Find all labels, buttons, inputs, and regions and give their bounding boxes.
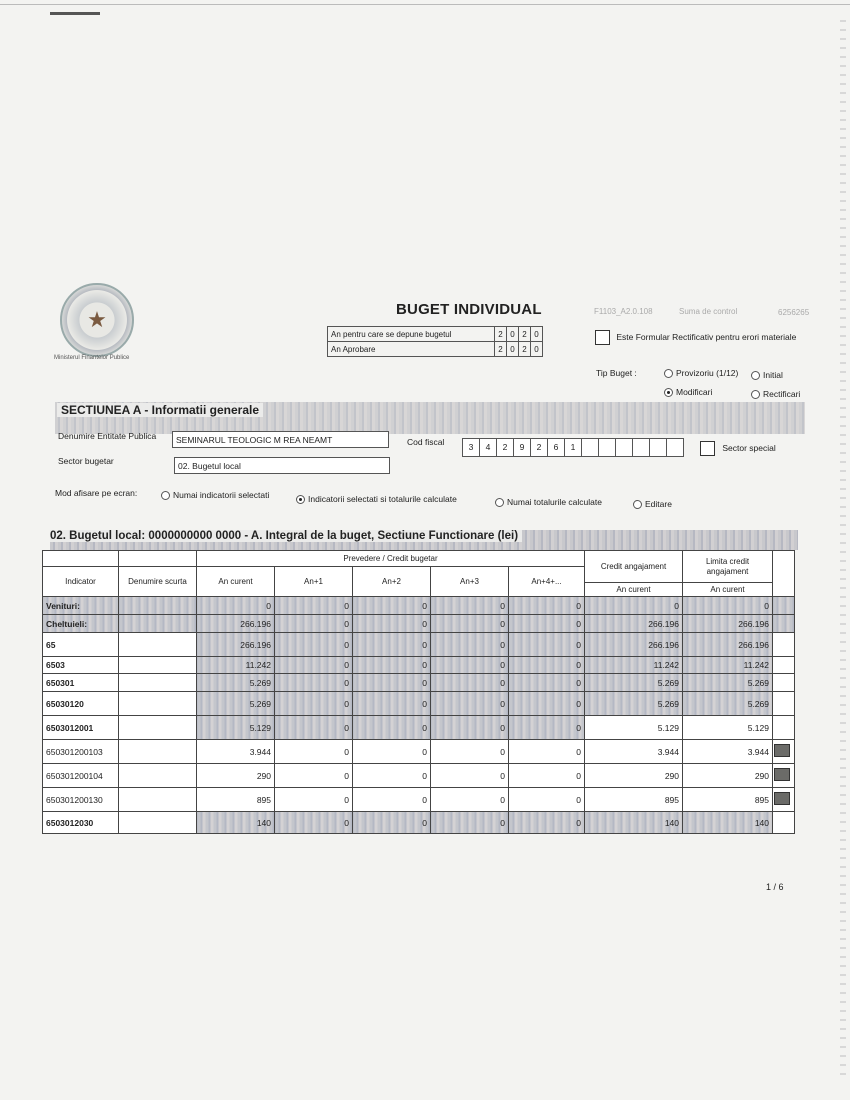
value-cell[interactable]: 0: [431, 788, 509, 812]
checksum-label: Suma de control: [679, 307, 738, 316]
value-cell[interactable]: 11.242: [197, 657, 275, 674]
cod-fiscal-digit[interactable]: 1: [564, 438, 582, 457]
cod-fiscal-digit[interactable]: 2: [496, 438, 514, 457]
year-digit[interactable]: 0: [507, 327, 519, 342]
value-cell[interactable]: 0: [509, 716, 585, 740]
indicator-cell: 650301: [43, 674, 119, 692]
an4-header: An+4+...: [509, 567, 585, 597]
indicator-cell: 65030120: [43, 692, 119, 716]
indicator-cell: 650301200104: [43, 764, 119, 788]
value-cell[interactable]: 0: [431, 692, 509, 716]
header-row-top: [43, 551, 795, 567]
action-cell: [773, 657, 795, 674]
year-table: [327, 326, 543, 357]
scan-mark: [50, 12, 100, 15]
value-cell[interactable]: 0: [585, 597, 683, 615]
value-cell[interactable]: 0: [509, 788, 585, 812]
radio-provizoriu[interactable]: [664, 368, 738, 378]
value-cell[interactable]: 0: [275, 597, 353, 615]
value-cell[interactable]: 266.196: [585, 615, 683, 633]
radio-icon[interactable]: [751, 371, 760, 380]
limita-header: Limita credit angajament: [683, 551, 773, 583]
credit-an-curent-header: An curent: [585, 583, 683, 597]
radio-display-selected-only[interactable]: [161, 490, 269, 500]
table-row: [43, 674, 795, 692]
value-cell[interactable]: 0: [275, 692, 353, 716]
value-cell[interactable]: 895: [585, 788, 683, 812]
table-row: [43, 716, 795, 740]
value-cell[interactable]: 0: [275, 633, 353, 657]
value-cell[interactable]: 3.944: [683, 740, 773, 764]
cod-fiscal-digit[interactable]: 2: [530, 438, 548, 457]
value-cell[interactable]: 0: [275, 812, 353, 834]
action-cell: [773, 692, 795, 716]
value-cell[interactable]: 0: [509, 597, 585, 615]
cod-fiscal-digit[interactable]: [632, 438, 650, 457]
table-row: [43, 764, 795, 788]
rectificativ-checkbox-row[interactable]: [595, 330, 796, 345]
value-cell[interactable]: 266.196: [683, 615, 773, 633]
radio-icon[interactable]: [495, 498, 504, 507]
value-cell[interactable]: 5.269: [197, 674, 275, 692]
value-cell[interactable]: 5.269: [683, 674, 773, 692]
eagle-icon: ★: [87, 307, 107, 332]
short-name-cell[interactable]: [119, 788, 197, 812]
value-cell[interactable]: 0: [509, 812, 585, 834]
value-cell[interactable]: 290: [585, 764, 683, 788]
value-cell[interactable]: 0: [353, 812, 431, 834]
radio-label: Indicatorii selectati si totalurile calculate: [308, 494, 457, 504]
value-cell[interactable]: 0: [353, 597, 431, 615]
radio-icon[interactable]: [633, 500, 642, 509]
logo-caption: Ministerul Finantelor Publice: [54, 355, 130, 361]
short-name-cell[interactable]: [119, 716, 197, 740]
radio-selected-icon[interactable]: [296, 495, 305, 504]
table-row: [43, 692, 795, 716]
value-cell[interactable]: 0: [509, 615, 585, 633]
budget-section-header: [50, 530, 798, 550]
short-name-cell[interactable]: [119, 597, 197, 615]
table-row: [43, 657, 795, 674]
year-digit[interactable]: 2: [495, 342, 507, 357]
value-cell[interactable]: 5.269: [585, 674, 683, 692]
ministry-seal-logo: [60, 283, 134, 357]
radio-label: Editare: [645, 499, 672, 509]
radio-selected-icon[interactable]: [664, 388, 673, 397]
table-row: [43, 615, 795, 633]
value-cell[interactable]: 0: [275, 657, 353, 674]
indicator-cell: 650301200130: [43, 788, 119, 812]
cod-fiscal-digit[interactable]: [598, 438, 616, 457]
row-action-cell[interactable]: [773, 788, 795, 812]
form-code: F1103_A2.0.108: [594, 307, 653, 316]
action-cell: [773, 597, 795, 615]
indicator-cell: 6503: [43, 657, 119, 674]
value-cell[interactable]: 0: [431, 674, 509, 692]
cod-fiscal-digit[interactable]: 9: [513, 438, 531, 457]
value-cell[interactable]: 0: [509, 764, 585, 788]
value-cell[interactable]: 0: [431, 633, 509, 657]
radio-label: Numai indicatorii selectati: [173, 490, 270, 500]
table-row: [43, 633, 795, 657]
short-name-header: Denumire scurta: [119, 567, 197, 597]
value-cell[interactable]: 5.269: [585, 692, 683, 716]
cod-fiscal-field[interactable]: [462, 438, 683, 457]
indicator-cell: Cheltuieli:: [43, 615, 119, 633]
header-cell: [43, 551, 119, 567]
year-row-submit: [328, 327, 543, 342]
year-digit[interactable]: 0: [507, 342, 519, 357]
value-cell[interactable]: 0: [431, 764, 509, 788]
value-cell[interactable]: 0: [353, 788, 431, 812]
value-cell[interactable]: 0: [275, 716, 353, 740]
rectificativ-checkbox[interactable]: [595, 330, 610, 345]
year-label: An Aprobare: [328, 342, 495, 357]
budget-table: [42, 550, 795, 834]
value-cell[interactable]: 0: [683, 597, 773, 615]
value-cell[interactable]: 0: [353, 633, 431, 657]
value-cell[interactable]: 0: [509, 674, 585, 692]
action-cell: [773, 615, 795, 633]
cod-fiscal-digit[interactable]: 6: [547, 438, 565, 457]
value-cell[interactable]: 0: [509, 692, 585, 716]
value-cell[interactable]: 5.129: [585, 716, 683, 740]
radio-icon[interactable]: [664, 369, 673, 378]
short-name-cell[interactable]: [119, 633, 197, 657]
radio-label: Modificari: [676, 387, 713, 397]
value-cell[interactable]: 0: [509, 740, 585, 764]
value-cell[interactable]: 3.944: [585, 740, 683, 764]
radio-icon[interactable]: [161, 491, 170, 500]
budget-section-title: 02. Bugetul local: 0000000000 0000 - A. Integral de la buget, Sectiune Functionare (lei): [50, 530, 522, 542]
value-cell[interactable]: 0: [275, 764, 353, 788]
table-row: [43, 740, 795, 764]
value-cell[interactable]: 266.196: [683, 633, 773, 657]
value-cell[interactable]: 895: [683, 788, 773, 812]
value-cell[interactable]: 290: [197, 764, 275, 788]
indicator-header: Indicator: [43, 567, 119, 597]
table-row: [43, 812, 795, 834]
indicator-cell: 65: [43, 633, 119, 657]
value-cell[interactable]: 0: [275, 740, 353, 764]
section-a-header: [55, 402, 805, 434]
value-cell[interactable]: 5.129: [683, 716, 773, 740]
year-digit[interactable]: 0: [531, 327, 543, 342]
short-name-cell[interactable]: [119, 674, 197, 692]
radio-initial[interactable]: [751, 370, 783, 380]
value-cell[interactable]: 0: [431, 597, 509, 615]
value-cell[interactable]: 0: [353, 692, 431, 716]
radio-rectificari[interactable]: [751, 389, 800, 399]
tip-buget-label: Tip Buget :: [596, 368, 637, 378]
value-cell[interactable]: 0: [353, 615, 431, 633]
header-cell: [119, 551, 197, 567]
section-a-title: SECTIUNEA A - Informatii generale: [57, 403, 263, 417]
short-name-cell[interactable]: [119, 812, 197, 834]
prevedere-header: Prevedere / Credit bugetar: [197, 551, 585, 567]
cod-fiscal-digit[interactable]: [666, 438, 684, 457]
row-action-icon[interactable]: [774, 792, 790, 805]
table-row: [43, 597, 795, 615]
radio-label: Initial: [763, 370, 783, 380]
radio-icon[interactable]: [751, 390, 760, 399]
radio-display-edit[interactable]: [633, 499, 672, 509]
cod-fiscal-digit[interactable]: 3: [462, 438, 480, 457]
cod-fiscal-digit[interactable]: [581, 438, 599, 457]
header-cell: [773, 551, 795, 597]
cod-fiscal-digit[interactable]: [615, 438, 633, 457]
row-action-icon[interactable]: [774, 768, 790, 781]
value-cell[interactable]: 895: [197, 788, 275, 812]
value-cell[interactable]: 11.242: [683, 657, 773, 674]
radio-modificari[interactable]: [664, 387, 712, 397]
year-digit[interactable]: 2: [495, 327, 507, 342]
sector-special-label: Sector special: [722, 442, 776, 453]
row-action-icon[interactable]: [774, 744, 790, 757]
entity-label: Denumire Entitate Publica: [58, 431, 157, 441]
limita-an-curent-header: An curent: [683, 583, 773, 597]
year-digit[interactable]: 2: [519, 327, 531, 342]
value-cell[interactable]: 0: [353, 716, 431, 740]
value-cell[interactable]: 0: [275, 674, 353, 692]
display-mode-label: Mod afisare pe ecran:: [55, 488, 138, 498]
sector-special-checkbox[interactable]: [700, 441, 715, 456]
value-cell[interactable]: 0: [353, 740, 431, 764]
an3-header: An+3: [431, 567, 509, 597]
value-cell[interactable]: 0: [509, 633, 585, 657]
an1-header: An+1: [275, 567, 353, 597]
value-cell[interactable]: 0: [431, 740, 509, 764]
sector-label: Sector bugetar: [58, 456, 114, 466]
year-row-approval: [328, 342, 543, 357]
page-number: 1 / 6: [766, 882, 784, 892]
cod-fiscal-digit[interactable]: [649, 438, 667, 457]
value-cell[interactable]: 5.269: [197, 692, 275, 716]
value-cell[interactable]: 0: [431, 657, 509, 674]
checksum-value: 6256265: [778, 308, 810, 317]
scan-edge-noise: [840, 20, 846, 1080]
radio-display-with-totals[interactable]: [296, 494, 457, 504]
value-cell[interactable]: 140: [197, 812, 275, 834]
row-action-cell[interactable]: [773, 764, 795, 788]
value-cell[interactable]: 0: [509, 657, 585, 674]
year-digit[interactable]: 0: [531, 342, 543, 357]
value-cell[interactable]: 5.129: [197, 716, 275, 740]
value-cell[interactable]: 0: [431, 716, 509, 740]
value-cell[interactable]: 266.196: [585, 633, 683, 657]
sector-special-row[interactable]: [700, 441, 776, 456]
indicator-cell: 6503012030: [43, 812, 119, 834]
an-curent-header: An curent: [197, 567, 275, 597]
value-cell[interactable]: 0: [353, 764, 431, 788]
value-cell[interactable]: 266.196: [197, 615, 275, 633]
entity-name-field[interactable]: SEMINARUL TEOLOGIC M REA NEAMT: [172, 431, 389, 448]
row-action-cell[interactable]: [773, 740, 795, 764]
cod-fiscal-digit[interactable]: 4: [479, 438, 497, 457]
cod-fiscal-label: Cod fiscal: [407, 437, 445, 447]
radio-label: Numai totalurile calculate: [507, 497, 602, 507]
action-cell: [773, 674, 795, 692]
radio-label: Rectificari: [763, 389, 801, 399]
sector-bugetar-field[interactable]: 02. Bugetul local: [174, 457, 390, 474]
value-cell[interactable]: 0: [353, 674, 431, 692]
value-cell[interactable]: 140: [585, 812, 683, 834]
short-name-cell[interactable]: [119, 657, 197, 674]
value-cell[interactable]: 290: [683, 764, 773, 788]
an2-header: An+2: [353, 567, 431, 597]
action-cell: [773, 633, 795, 657]
credit-angajament-header: Credit angajament: [585, 551, 683, 583]
indicator-cell: 6503012001: [43, 716, 119, 740]
table-row: [43, 788, 795, 812]
value-cell[interactable]: 5.269: [683, 692, 773, 716]
value-cell[interactable]: 0: [353, 657, 431, 674]
action-cell: [773, 716, 795, 740]
page-top-edge: [0, 4, 850, 5]
year-digit[interactable]: 2: [519, 342, 531, 357]
indicator-cell: 650301200103: [43, 740, 119, 764]
action-cell: [773, 812, 795, 834]
value-cell[interactable]: 266.196: [197, 633, 275, 657]
short-name-cell[interactable]: [119, 615, 197, 633]
value-cell[interactable]: 0: [431, 812, 509, 834]
value-cell[interactable]: 3.944: [197, 740, 275, 764]
rectificativ-label: Este Formular Rectificativ pentru erori materiale: [616, 331, 797, 342]
short-name-cell[interactable]: [119, 764, 197, 788]
value-cell[interactable]: 140: [683, 812, 773, 834]
value-cell[interactable]: 0: [275, 615, 353, 633]
value-cell[interactable]: 0: [197, 597, 275, 615]
value-cell[interactable]: 11.242: [585, 657, 683, 674]
indicator-cell: Venituri:: [43, 597, 119, 615]
short-name-cell[interactable]: [119, 740, 197, 764]
radio-display-totals-only[interactable]: [495, 497, 602, 507]
radio-label: Provizoriu (1/12): [676, 368, 739, 378]
year-label: An pentru care se depune bugetul: [328, 327, 495, 342]
value-cell[interactable]: 0: [431, 615, 509, 633]
short-name-cell[interactable]: [119, 692, 197, 716]
value-cell[interactable]: 0: [275, 788, 353, 812]
page-title: BUGET INDIVIDUAL: [396, 301, 542, 318]
